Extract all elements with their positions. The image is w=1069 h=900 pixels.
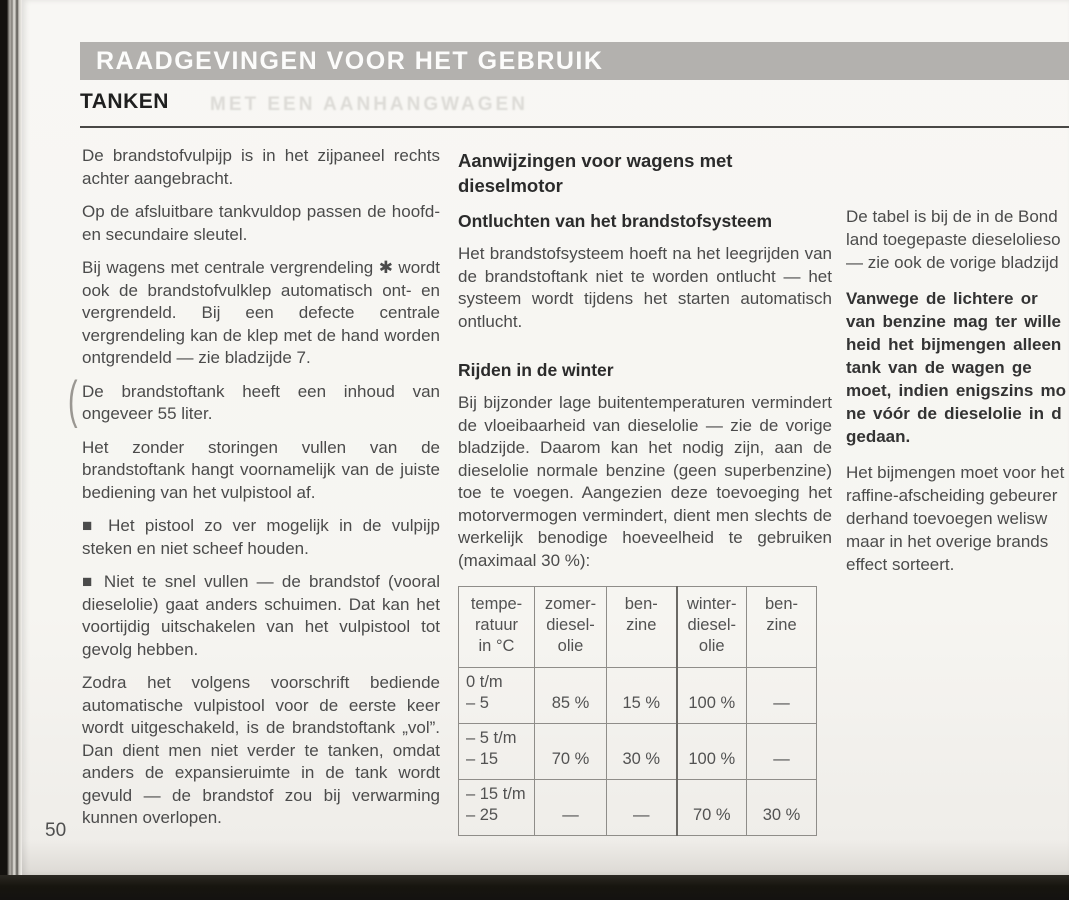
left-text-column [68, 145, 440, 841]
paragraph-clipped: De tabel is bij de in de Bond land toegepaste dieselolieso — zie ook de vorige bladzijd [846, 207, 1061, 272]
pen-annotation-mark: ( [68, 370, 78, 429]
bullet-paragraph: ■ Het pistool zo ver mogelijk in de vulpijp steken en niet scheef houden. [82, 516, 440, 558]
photo-bottom-black-edge [0, 875, 1069, 900]
paragraph-with-pen-mark [68, 370, 440, 429]
value-cell: 100 % [677, 668, 747, 724]
bullet-paragraph: ■ Niet te snel vullen — de brandstof (vooral dieselolie) gaat anders schuimen. Dat kan het voortijdig uitschakelen van het vulpistool tot gevolg hebben. [82, 572, 440, 659]
subheading-winter-driving: Rijden in de winter [458, 360, 614, 380]
value-cell: 30 % [747, 780, 817, 836]
temp-range-cell: – 15 t/m – 25 [459, 780, 535, 836]
value-cell: — [747, 668, 817, 724]
chapter-header-bar [80, 42, 1069, 80]
col-header-winter-diesel: winter- diesel- olie [677, 587, 747, 668]
value-cell: 100 % [677, 724, 747, 780]
value-cell: — [535, 780, 607, 836]
right-text-column-clipped [846, 205, 1069, 589]
table-row [459, 668, 817, 724]
col-header-summer-diesel: zomer- diesel- olie [535, 587, 607, 668]
col-header-petrol-1: ben- zine [607, 587, 677, 668]
col-header-temperature: tempe- ratuur in °C [459, 587, 535, 668]
temp-range-cell: 0 t/m – 5 [459, 668, 535, 724]
page-number: 50 [45, 820, 67, 841]
winter-diesel-mix-table [458, 586, 817, 836]
value-cell: — [607, 780, 677, 836]
paragraph: Bij wagens met centrale vergrendeling ✱ wordt ook de brandstofvulklep automatisch ont- en vergrendeld. Bij een defecte centrale vergrendeling kan de klep met de hand worden ontgrendeld — zie bladzijde 7. [82, 258, 440, 367]
section-divider-rule [80, 126, 1069, 128]
paragraph-text: De brandstoftank heeft een inhoud van ongeveer 55 liter. [82, 381, 440, 423]
temp-range-cell: – 5 t/m – 15 [459, 724, 535, 780]
col-header-petrol-2: ben- zine [747, 587, 817, 668]
table-row [459, 724, 817, 780]
value-cell: 70 % [535, 724, 607, 780]
paragraph: Zodra het volgens voorschrift bediende automatische vulpistool voor de eerste keer wordt uitgeschakeld, is de brandstoftank „vol”. Dan dient men niet verder te tanken, omdat anders de expansieruimte in de tank wordt gevuld — de brandstof zou bij verwarming kunnen overlopen. [82, 673, 440, 827]
middle-text-column [458, 148, 832, 836]
value-cell: 85 % [535, 668, 607, 724]
paragraph: Het zonder storingen vullen van de brandstoftank hangt voornamelijk van de juiste bediening van het vulpistool af. [82, 437, 440, 502]
paragraph-clipped: Het bijmengen moet voor het raffine-afscheiding gebeurer derhand toevoegen welisw maar in het overige brands effect sorteert. [846, 463, 1065, 574]
table-row [459, 780, 817, 836]
value-cell: 70 % [677, 780, 747, 836]
diesel-section-heading: Aanwijzingen voor wagens met dieselmotor [458, 150, 733, 196]
paragraph: Het brandstofsysteem hoeft na het leegrijden van de brandstoftank niet te worden ontlucht — het systeem wordt tijdens het starten automatisch ontlucht. [458, 244, 832, 331]
table-header-row [459, 587, 817, 668]
paragraph: De brandstofvulpijp is in het zijpaneel rechts achter aangebracht. [82, 146, 440, 188]
bold-paragraph-clipped: Vanwege de lichtere or van benzine mag ter wille heid het bijmengen alleen tank van de wagen ge moet, indien enigszins mo ne vóór de dieselolie in d gedaan. [846, 289, 1067, 446]
value-cell: 15 % [607, 668, 677, 724]
manual-page [22, 0, 1069, 875]
chapter-title: RAADGEVINGEN VOOR HET GEBRUIK [96, 46, 604, 75]
book-spine-page-edges [0, 0, 22, 900]
section-title: TANKEN [80, 90, 169, 113]
bleed-through-ghost-text: MET EEN AANHANGWAGEN [210, 94, 528, 115]
paragraph: Op de afsluitbare tankvuldop passen de hoofd- en secundaire sleutel. [82, 202, 440, 244]
paragraph: Bij bijzonder lage buitentemperaturen vermindert de vloeibaarheid van dieselolie — zie de vorige bladzijde. Daarom kan het nodig zijn, aan de dieselolie normale benzine (geen superbenzine) toe te voegen. Aangezien deze toevoeging het motorvermogen vermindert, dient men slechts de werkelijk benodige hoeveelheid te gebruiken (maximaal 30 %): [458, 393, 832, 570]
value-cell: 30 % [607, 724, 677, 780]
subheading-bleed-system: Ontluchten van het brandstofsysteem [458, 211, 773, 231]
value-cell: — [747, 724, 817, 780]
